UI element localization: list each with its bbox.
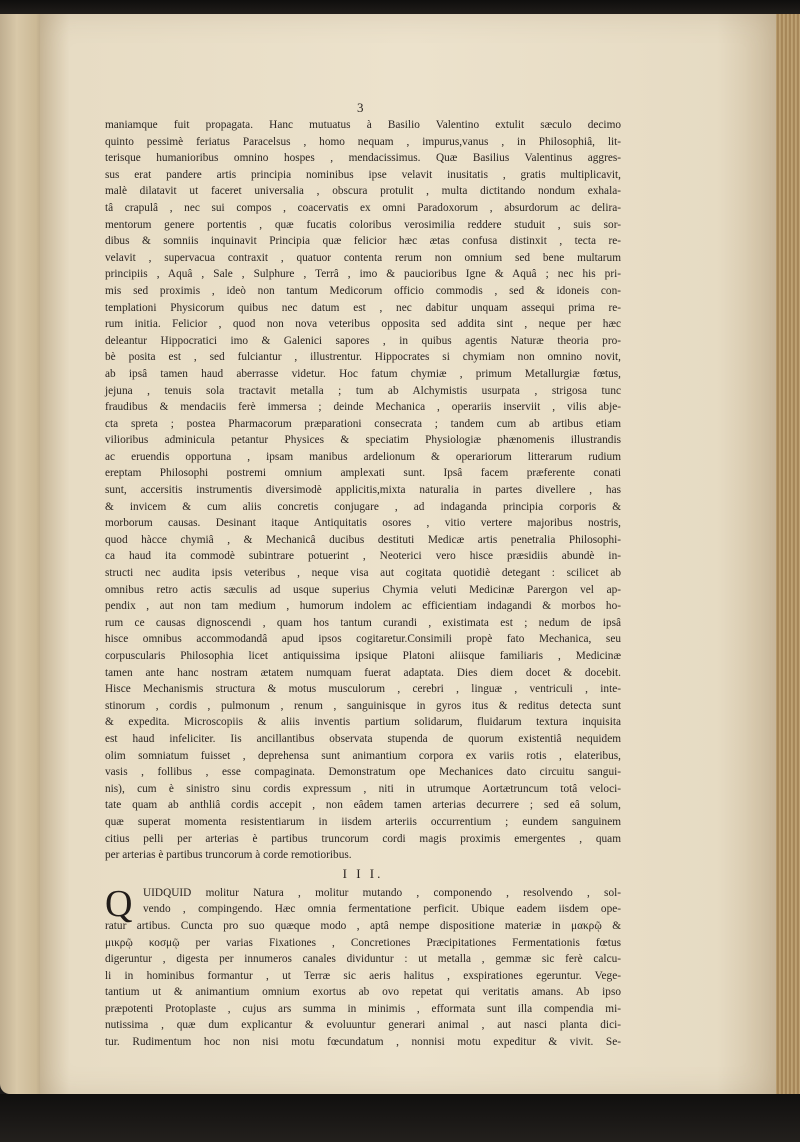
text-line: præpotenti Protoplaste , cujus ars summa in minimis , efformata sunt illa compendia mi- [105,1002,621,1015]
text-line: citius pelli per arterias è partibus truncorum cordi magis proximis emergentes , quam [105,832,621,845]
text-line: rum ce causas dignoscendi , quam hos tantum curandi , existimata est ; nedum de ipsâ [105,616,621,629]
text-line: nis), cum è sinistro sinu cordis expressum , niti in utrumque Aortætruncum totâ veloci- [105,782,621,795]
text-line: mentorum genere portentis , quæ fucatis coloribus verosimilia reddere studuit , suis sor- [105,218,621,231]
text-line: tâ crapulâ , nec sui compos , coacervatis ex omni Paradoxorum , absurdorum ac delira- [105,201,621,214]
text-line: & expedita. Microscopiis & aliis inventis partium solidarum, fluidarum textura inquisita [105,716,621,729]
text-line: fraudibus & mendaciis ferè immersa ; deinde Mechanica , operariis inserviit , vilis abje- [105,401,621,414]
text-line: sunt, accersitis instrumentis diversimodè applicitis,mixta naturalia in partes divellere , has [105,484,621,497]
text-line: structi nec audita ipsis veteribus , neque visa aut cogitata quotidiè detegant : scilicet ab [105,567,621,580]
text-line: est haud infeliciter. Iis ancillantibus observata stupenda de quorum existentiâ nequidem [105,732,621,745]
text-line: templationi Physicorum quibus nec datum est , nec dabitur unquam assequi prima re- [105,301,621,314]
text-line: principiis , Aquâ , Sale , Sulphure , Terrâ , imo & paucioribus Igne & Aquâ ; nec his pri- [105,268,621,281]
text-line: omnibus retro actis sæculis ad usque superius Chymia veluti Medicinæ Parergon vel ap- [105,583,621,596]
text-line: Hisce Mechanismis structura & motus musculorum , cerebri , linguæ , ventriculi , inte- [105,683,621,696]
text-line: ratur artibus. Cuncta pro suo quæque modo , aptâ nempe dispositione materiæ in μακρῷ & [105,919,621,932]
page-number: 3 [357,100,364,115]
text-line: nutissima , quæ dum explicantur & evoluuntur generari animal , aut nasci planta dici- [105,1019,621,1032]
text-line: hisce omnibus accommodandâ apud ipsos cogitaretur.Consimili propè fato Mechanica, seu [105,633,621,646]
text-line: corpuscularis Philosophia licet antiquissima ipsique Platoni aliisque familiaris , Medicinæ [105,650,621,662]
text-line: jejuna , tenuis sola tractavit metalla ; tum ab Alchymistis usurpata , strigosa tunc [105,384,621,397]
paragraph-2-opening [105,882,621,925]
text-line: maniamque fuit propagata. Hanc mutuatus à Basilio Valentino extulit sæculo decimo [105,119,621,131]
text-line: vilioribus adminicula petantur Physices & speciatim Physiologiæ phænomenis illustrandis [105,434,621,447]
text-line: rum initia. Felicior , quod non nova veteribus opposita sed addita sint , neque per hæc [105,318,621,331]
text-line: tamen ante hanc nostram ætatem numquam fuerat adaptata. Dies diem docet & docebit. [105,666,621,679]
paragraph-1 [105,117,621,864]
text-line: ab ipsâ tamen haud aberrasse videtur. Hoc fatum chymiæ , primum Metallurgiæ fœtus, [105,367,621,380]
paragraph-2-first-lines [105,885,621,918]
paragraph-2 [105,918,621,1051]
text-line: cta spreta ; postea Pharmacorum præparationi consecrata ; tandem cum ab artibus etiam [105,417,621,430]
text-line: & invicem & cum aliis concretis conjugare , ad indaganda principia corporis & [105,500,621,513]
text-line: ac eruendis opportuna , ipsam manibus ardelionum & operariorum litterarum rudium [105,450,621,463]
text-line: ereptam Philosophi postremi omnium amplexati sunt. Ipsâ facem præferente conati [105,467,621,480]
text-line: morborum causas. Desinant itaque Antiquitatis osores , vitio vertere majoribus nostris, [105,517,621,530]
text-line: per arterias è partibus truncorum à corde remotioribus. [105,849,352,862]
text-line: li in hominibus formantur , ut Terræ sic aeris halitus , exspirationes egeruntur. Vege- [105,969,621,982]
text-line: dibus & somniis inquinavit Principia quæ felicior hæc ætas confusa distinxit , tecta re- [105,235,621,248]
section-heading: I I I. [342,865,384,881]
text-line: vasis , follibus , esse compaginata. Demonstratum ope Mechanices dato circuitu sangui- [105,766,621,779]
bottom-shadow [0,1094,800,1142]
text-line: bè posita est , sed fulciantur , illustrentur. Hippocrates si chymiam non omnino novit, [105,351,621,364]
text-line: stinorum , cordis , pulmonum , renum , sanguinisque in gyros itus & reditus detecta sunt [105,699,621,712]
text-line: ca haud ita commodè subintrare potuerint , Neoterici vero hisce præsidiis abundè in- [105,550,621,563]
page-edges-stack [776,14,800,1110]
text-line: vendo , compingendo. Hæc omnia fermentatione perficit. Ubique eadem iisdem ope- [143,903,621,916]
text-line: quinto pessimè feriatus Paracelsus , homo nequam , impurus,vanus , in Philosophiâ, lit- [105,135,621,148]
drop-cap: Q [105,882,133,925]
text-block [105,117,621,1051]
text-line: sus erat pandere artis principia nominibus ipse velavit inusitatis , gratis multiplicavit, [105,168,621,181]
text-line: velavit , supervacua contraxit , quatuor contenta rerum non omnium sed bene multarum [105,251,621,264]
text-line: digeruntur , digesta per innumeros canales dividuntur : ut metalla , gemmæ sic ferè calcu- [105,953,621,966]
text-line: UIDQUID molitur Natura , molitur mutando , componendo , resolvendo , sol- [143,886,621,899]
text-line: deleantur Hippocratici imo & Galenici sapores , in quibus agentis Naturæ theoria pro- [105,334,621,347]
text-line: olim somniatum fuisset , deprehensa sunt animantium corpora ex variis rotis , elateribus, [105,749,621,762]
text-line: μικρῷ κοσμῷ per varias Fixationes , Concretiones Præcipitationes Fermentationis fœtus [105,936,621,949]
text-line: tate quam ab anthliâ cordis accepit , non eâdem tamen arterias decurrere ; sed eâ solum, [105,799,621,812]
text-line: quæ superat momenta resistentiarum in iisdem arteriis occurrentium ; eundem sanguinem [105,815,621,828]
text-line: tantium ut & animantium omnium exortus ab ovo repetat qui veritatis amans. Ab ipso [105,986,621,999]
text-line: terisque humanioribus omnino hospes , mendacissimus. Quæ Basilius Valentinus aggres- [105,152,621,165]
text-line: mis sed proximis , ideò non tantum Medicorum officio commodis , sed & idoneis con- [105,284,621,297]
text-line: pendix , aut non tam medium , humorum indolem ac efficientiam indagandi & morbos ho- [105,600,621,613]
text-line: malè dilatavit ut faceret universalia , obscura protulit , multa dictitando nondum exhala- [105,185,621,198]
text-line: tur. Rudimentum hoc non nisi motu fœcundatum , nonnisi motu expeditur & vivit. Se- [105,1036,621,1049]
text-line: quod hàcce chymiâ , & Mechanicâ ducibus destituti Medicæ artis penetralia Philosophi- [105,533,621,546]
